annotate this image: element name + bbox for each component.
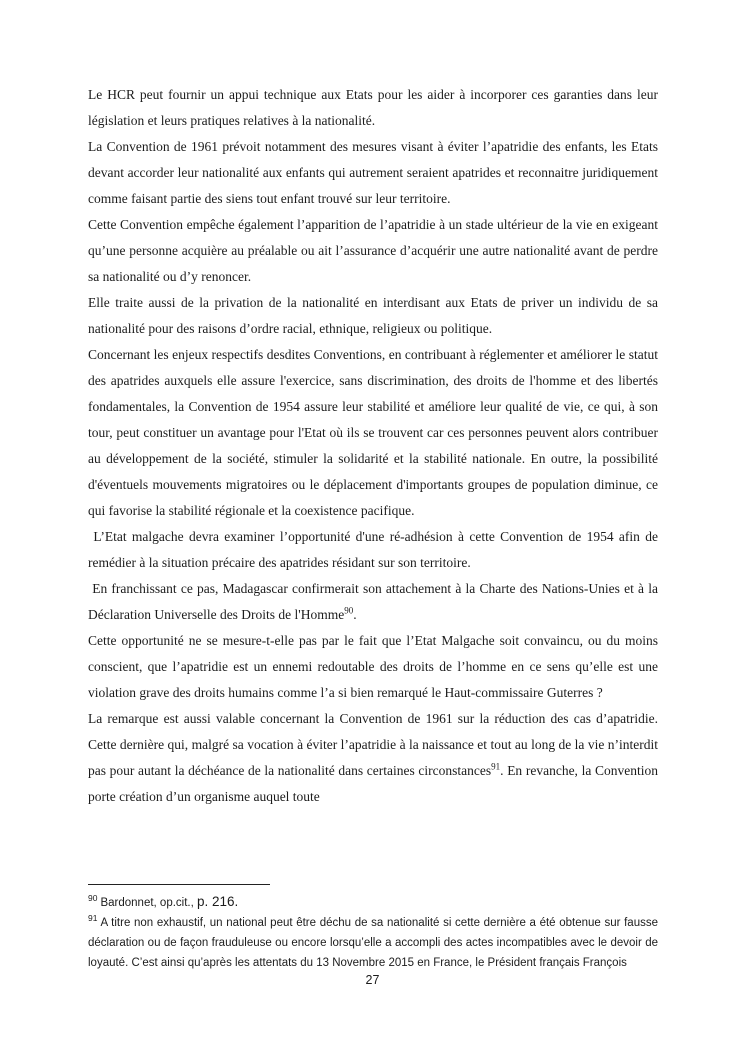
paragraph-text: Le HCR peut fournir un appui technique aux Etats pour les aider à incorporer ces garanties dans leur législation et leurs pratiques relatives à la nationalité. <box>88 87 658 128</box>
body-paragraph <box>88 576 658 628</box>
paragraph-text-after-ref: . <box>353 607 357 622</box>
body-paragraph <box>88 342 658 524</box>
footnote-90 <box>88 892 658 913</box>
page-number: 27 <box>365 973 380 987</box>
footnote-marker: 91 <box>88 913 98 924</box>
body-paragraph <box>88 290 658 342</box>
footnote-separator <box>88 884 270 885</box>
body-paragraph <box>88 628 658 706</box>
body-paragraph <box>88 134 658 212</box>
paragraph-text: L’Etat malgache devra examiner l’opportunité d'une ré-adhésion à cette Convention de 1954 afin de remédier à la situation précaire des apatrides résidant sur son territoire. <box>88 529 658 570</box>
footnote-91 <box>88 913 658 973</box>
footnote-page-reference: p. 216. <box>197 894 239 909</box>
paragraph-text: Concernant les enjeux respectifs desdites Conventions, en contribuant à réglementer et améliorer le statut des apatrides auxquels elle assure l'exercice, sans discrimination, des droits de l'homme et des libertés fondamentales, la Convention de 1954 assure leur stabilité et améliore leur qualité de vie, ce qui, à son tour, peut constituer un avantage pour l'Etat où ils se trouvent car ces personnes peuvent alors contribuer au développement de la société, stimuler la solidarité et la stabilité nationale. En outre, la possibilité d'éventuels mouvements migratoires ou le déplacement d'importants groupes de population diminue, ce qui favorise la stabilité régionale et la coexistence pacifique. <box>88 347 658 518</box>
footnote-text: Bardonnet, op.cit., <box>100 897 198 909</box>
paragraph-text: Cette opportunité ne se mesure-t-elle pas par le fait que l’Etat Malgache soit convaincu, ou du moins conscient, que l’apatridie est un ennemi redoutable des droits de l’homme en ce sens qu’elle est une violation grave des droits humains comme l’a si bien remarqué le Haut-commissaire Guterres ? <box>88 633 658 700</box>
paragraph-text: La Convention de 1961 prévoit notamment des mesures visant à éviter l’apatridie des enfants, les Etats devant accorder leur nationalité aux enfants qui autrement seraient apatrides et reconnaitre juridiquement comme faisant partie des siens tout enfant trouvé sur leur territoire. <box>88 139 658 206</box>
paragraph-text: Elle traite aussi de la privation de la nationalité en interdisant aux Etats de priver un individu de sa nationalité pour des raisons d’ordre racial, ethnique, religieux ou politique. <box>88 295 658 336</box>
paragraph-text: Cette Convention empêche également l’apparition de l’apatridie à un stade ultérieur de la vie en exigeant qu’une personne acquière au préalable ou ait l’assurance d’acquérir une autre nationalité avant de perdre sa nationalité ou d’y renoncer. <box>88 217 658 284</box>
body-paragraph <box>88 212 658 290</box>
footnote-ref-91: 91 <box>491 761 501 772</box>
paragraph-text: En franchissant ce pas, Madagascar confirmerait son attachement à la Charte des Nations-Unies et à la Déclaration Universelle des Droits de l'Homme <box>88 581 658 622</box>
footnote-ref-90: 90 <box>344 605 354 616</box>
paragraph-text: La remarque est aussi valable concernant la Convention de 1961 sur la réduction des cas d’apatridie. Cette dernière qui, malgré sa vocation à éviter l’apatridie à la naissance et tout au long de la vie n’interdit pas pour autant la déchéance de la nationalité dans certaines circonstances <box>88 711 658 778</box>
body-paragraph <box>88 82 658 134</box>
paragraph-text-after-ref: . En revanche, la Convention porte création d’un organisme auquel toute <box>88 763 658 804</box>
footnotes-section <box>88 884 658 973</box>
body-paragraph <box>88 706 658 810</box>
footnote-marker: 90 <box>88 893 98 904</box>
body-paragraph <box>88 524 658 576</box>
footnote-text: A titre non exhaustif, un national peut être déchu de sa nationalité si cette dernière a été obtenue sur fausse déclaration ou de façon frauduleuse ou encore lorsqu’elle a accompli des actes incompatibles avec le devoir de loyauté. C’est ainsi qu’après les attentats du 13 Novembre 2015 en France, le Président français François <box>88 917 658 969</box>
page-body <box>88 82 658 810</box>
